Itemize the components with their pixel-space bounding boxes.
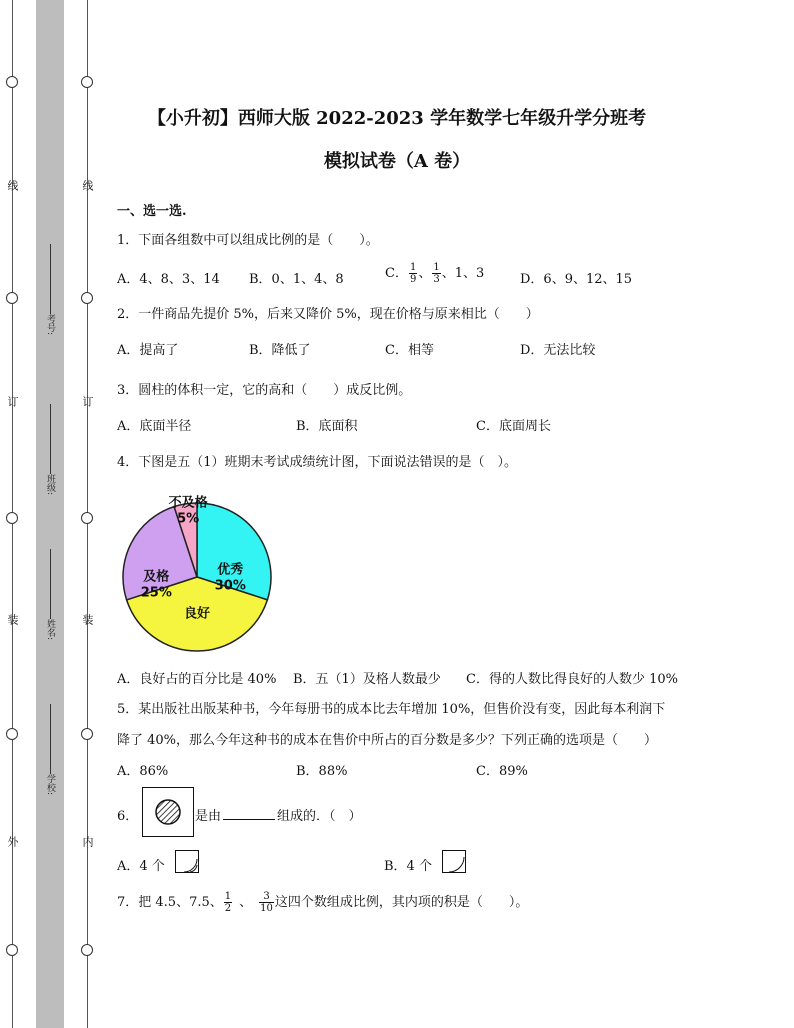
ring-hole <box>81 292 93 304</box>
outer-label-wai: 外 <box>6 836 19 847</box>
q7-fraction-2: $\frac{3}{10}$ <box>260 891 273 914</box>
ring-hole <box>81 944 93 956</box>
q5-option-b[interactable]: B．88% <box>296 764 348 779</box>
q6-option-b-icon <box>442 850 466 873</box>
q4-option-b[interactable]: B．五（1）及格人数最少 <box>293 672 441 687</box>
q1-c-fraction-1: $\frac{1}{9}$ <box>409 262 417 285</box>
ring-hole <box>6 512 18 524</box>
ring-hole <box>6 728 18 740</box>
ring-hole <box>81 76 93 88</box>
q5-stem-line1: 5．某出版社出版某种书，今年每册书的成本比去年增加 10%，但售价没有变，因此每本利润下 <box>117 702 666 717</box>
q4-stem: 4．下图是五（1）班期末考试成绩统计图，下面说法错误的是（ ）。 <box>117 455 518 470</box>
field-exam-number[interactable]: 考号: <box>44 240 57 335</box>
inner-label-ding: 订 <box>81 396 94 407</box>
outer-label-zhuang: 装 <box>6 614 19 625</box>
pie-label-3: 不及格 <box>168 495 208 511</box>
q1-stem: 1．下面各组数中可以组成比例的是（ ）。 <box>117 233 379 248</box>
q6-figure <box>142 787 194 837</box>
pie-value-2: 25% <box>140 585 172 601</box>
q3-option-a[interactable]: A．底面半径 <box>117 419 192 434</box>
q1-c-fraction-2: $\frac{1}{3}$ <box>433 262 440 285</box>
pie-label-1: 良好 <box>183 606 211 622</box>
section-heading: 一、选一选. <box>117 204 187 219</box>
q6-stem: 是由 组成的．（ ） <box>195 809 362 824</box>
page-title-line2: 模拟试卷（A 卷） <box>323 151 471 172</box>
q6-blank <box>223 809 275 820</box>
q7-stem: 7．把 4.5、7.5、 $\frac{1}{2}$ 、 $\frac{3}{10}$ 这四个数组成比例，其内项的积是（ ）。 <box>117 891 529 914</box>
q6-option-a-icon <box>175 850 199 873</box>
q1-option-c[interactable]: C． $\frac{1}{9}$ 、 $\frac{1}{3}$ 、1、3 <box>385 262 485 285</box>
q1-option-a[interactable]: A．4、8、3、14 <box>117 272 220 287</box>
pie-label-2: 及格 <box>143 569 170 585</box>
q3-option-b[interactable]: B．底面积 <box>296 419 358 434</box>
q1-option-b[interactable]: B．0、1、4、8 <box>249 272 344 287</box>
q4-option-a[interactable]: A．良好占的百分比是 40% <box>117 672 277 687</box>
q7-fraction-1: $\frac{1}{2}$ <box>224 891 232 914</box>
pie-value-0: 30% <box>214 578 246 594</box>
q6-option-a[interactable]: A．4 个 <box>117 859 165 874</box>
ring-hole <box>6 76 18 88</box>
ring-hole <box>6 292 18 304</box>
q2-stem: 2．一件商品先提价 5%，后来又降价 5%，现在价格与原来相比（ ） <box>117 307 539 322</box>
q3-stem: 3．圆柱的体积一定，它的高和（ ）成反比例。 <box>117 383 412 398</box>
q5-stem-line2: 降了 40%，那么今年这种书的成本在售价中所占的百分数是多少？下列正确的选项是（ ） <box>117 733 658 748</box>
q3-option-c[interactable]: C．底面周长 <box>476 419 551 434</box>
inner-label-nei: 内 <box>81 836 94 847</box>
ring-hole <box>6 944 18 956</box>
q2-option-c[interactable]: C．相等 <box>385 343 434 358</box>
field-school[interactable]: 学校: <box>44 700 57 795</box>
pie-label-0: 优秀 <box>217 562 244 578</box>
inner-label-line: 线 <box>81 180 94 191</box>
pie-chart <box>116 485 296 655</box>
ring-hole <box>81 512 93 524</box>
page-title-line1: 【小升初】西师大版 2022-2023 学年数学七年级升学分班考 <box>147 108 647 129</box>
pie-value-3: 5% <box>177 511 200 527</box>
q2-option-d[interactable]: D．无法比较 <box>520 343 596 358</box>
field-name[interactable]: 姓名: <box>44 545 57 640</box>
q5-option-a[interactable]: A．86% <box>117 764 169 779</box>
q4-option-c[interactable]: C．得的人数比得良好的人数少 10% <box>466 672 678 687</box>
q6-number: 6． <box>117 809 139 824</box>
outer-label-line: 线 <box>6 180 19 191</box>
inner-label-zhuang: 装 <box>81 614 94 625</box>
q1-option-d[interactable]: D．6、9、12、15 <box>520 272 633 287</box>
q6-option-b[interactable]: B．4 个 <box>384 859 432 874</box>
outer-label-ding: 订 <box>6 396 19 407</box>
hatched-circle-icon <box>143 788 193 836</box>
ring-hole <box>81 728 93 740</box>
q2-option-b[interactable]: B．降低了 <box>249 343 311 358</box>
q2-option-a[interactable]: A．提高了 <box>117 343 179 358</box>
field-class[interactable]: 班级: <box>44 400 57 495</box>
q5-option-c[interactable]: C．89% <box>476 764 528 779</box>
